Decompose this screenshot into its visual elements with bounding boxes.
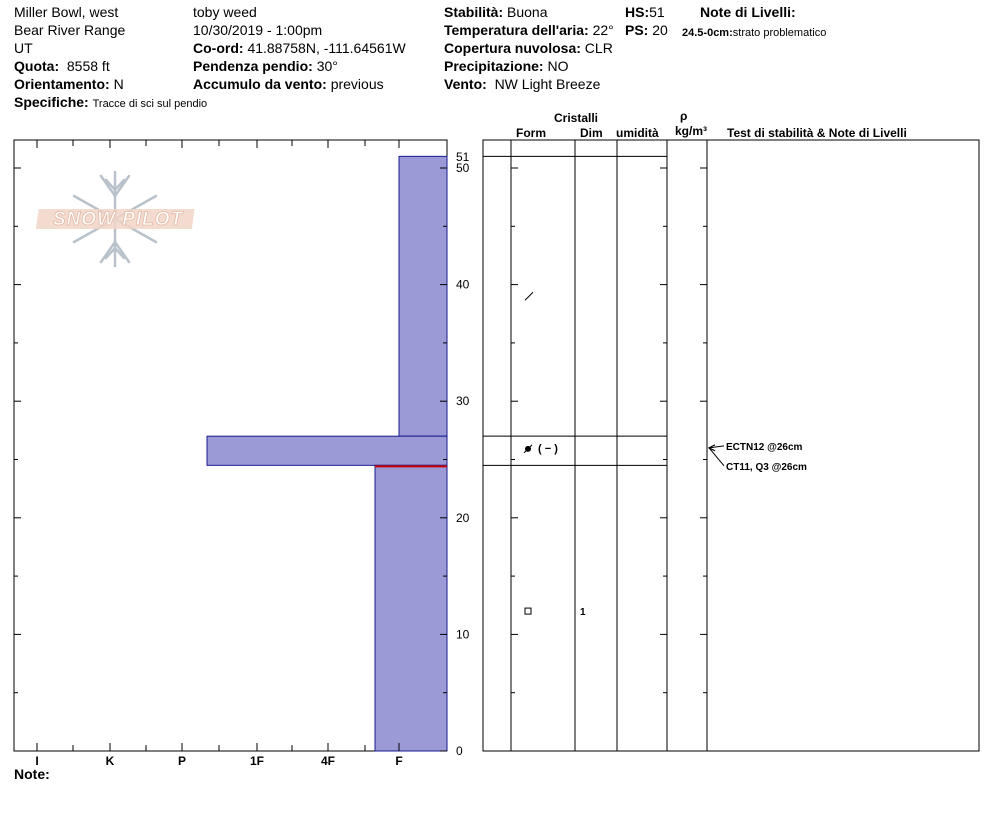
snow-pilot-logo: SNOW PILOT: [52, 209, 184, 230]
hardness-label-5: F: [395, 754, 403, 768]
layer-note-depth: 24.5-0cm:: [682, 27, 733, 39]
depth-label-10: 10: [456, 627, 470, 642]
layer-bar-1: [207, 436, 447, 465]
location: Miller Bowl, west: [14, 4, 119, 20]
depth-label-30: 30: [456, 394, 470, 409]
depth-label-top: 51: [456, 150, 470, 164]
moisture-header: umidità: [616, 126, 659, 140]
test-pointer-1: [709, 448, 724, 466]
specifics-label: Specifiche:: [14, 94, 89, 110]
grain-decomposing-icon: [525, 292, 533, 300]
hardness-label-1: K: [105, 754, 115, 768]
wind-value: NW Light Breeze: [494, 76, 601, 92]
depth-label-20: 20: [456, 510, 470, 525]
hs-label: HS:: [625, 4, 650, 20]
hardness-label-3: 1F: [249, 754, 265, 768]
hardness-label-4: 4F: [320, 754, 336, 768]
ps-label: PS:: [625, 22, 649, 38]
stability-test-0: ECTN12 @26cm: [726, 441, 803, 453]
wind-label: Vento:: [444, 76, 487, 92]
hardness-label-2: P: [177, 754, 187, 768]
hs-value: 51: [649, 4, 665, 20]
datetime: 10/30/2019 - 1:00pm: [193, 22, 323, 38]
form-header: Form: [516, 126, 546, 140]
slope-value: 30°: [316, 58, 338, 74]
depth-label-0: 0: [456, 744, 463, 758]
coord-value: 41.88758N, -111.64561W: [247, 40, 406, 56]
hardness-label-0: I: [35, 754, 39, 768]
ps-value: 20: [652, 22, 668, 38]
depth-label-50: 50: [456, 161, 470, 175]
mountain-range: Bear River Range: [14, 22, 126, 38]
layer-note-text: strato problematico: [732, 27, 827, 39]
coord-label: Co-ord:: [193, 40, 244, 56]
stability-value: Buona: [507, 4, 548, 20]
state: UT: [14, 40, 33, 56]
grain-size-2: 1: [580, 607, 586, 619]
elevation-label: Quota:: [14, 58, 60, 74]
dim-header: Dim: [580, 126, 603, 140]
depth-label-40: 40: [456, 277, 470, 292]
air-temp-value: 22°: [592, 22, 614, 38]
stability-label: Stabilità:: [444, 4, 504, 20]
tests-notes-header: Test di stabilità & Note di Livelli: [727, 126, 907, 140]
precip-label: Precipitazione:: [444, 58, 544, 74]
layer-notes-label: Note di Livelli:: [700, 4, 796, 20]
observer: toby weed: [193, 4, 257, 20]
air-temp-label: Temperatura dell'aria:: [444, 22, 589, 38]
density-unit-header: kg/m³: [675, 124, 708, 138]
stability-test-1: CT11, Q3 @26cm: [726, 461, 807, 473]
notes-label: Note:: [14, 766, 50, 782]
wind-loading-value: previous: [330, 76, 384, 92]
wind-loading-label: Accumulo da vento:: [193, 76, 327, 92]
elevation-value: 8558 ft: [66, 58, 110, 74]
slope-label: Pendenza pendio:: [193, 58, 313, 74]
specifics-value: Tracce di sci sul pendio: [92, 98, 208, 110]
aspect-label: Orientamento:: [14, 76, 110, 92]
layer-bar-0: [399, 156, 447, 436]
cloud-value: CLR: [584, 40, 613, 56]
layer-bar-2: [375, 465, 447, 751]
crystals-header: Cristalli: [554, 111, 599, 125]
aspect-value: N: [113, 76, 124, 92]
grain-note-1: ( − ): [538, 442, 558, 455]
precip-value: NO: [547, 58, 569, 74]
cloud-label: Copertura nuvolosa:: [444, 40, 581, 56]
grain-faceted-icon: [525, 608, 531, 614]
rho-header: ρ: [680, 109, 688, 123]
